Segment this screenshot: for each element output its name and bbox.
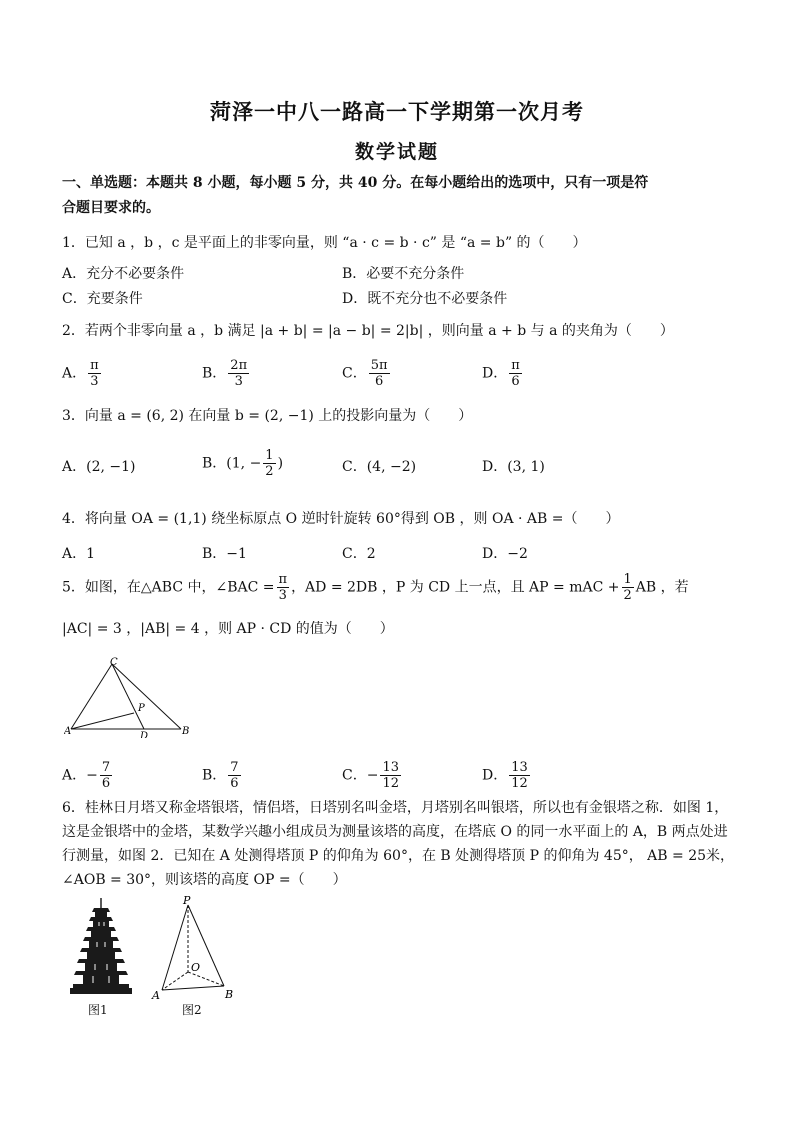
q5-b-fraction bbox=[228, 760, 240, 791]
q5-stem-fraction bbox=[277, 572, 290, 603]
figure2-caption: 图2 bbox=[182, 1003, 202, 1017]
q2-d-label: D． bbox=[482, 365, 508, 382]
q5-stem-den: 3 bbox=[278, 588, 287, 603]
label-a: A bbox=[64, 726, 72, 737]
edge-pa bbox=[162, 905, 188, 990]
label-b: B bbox=[225, 988, 234, 1001]
edge-ca bbox=[71, 664, 112, 729]
q2-b-label: B． bbox=[202, 365, 227, 382]
q5-option-c bbox=[342, 760, 403, 791]
q4-option-d: D．−2 bbox=[482, 546, 528, 562]
q5-d-label: D． bbox=[482, 767, 508, 784]
q2-a-num: π bbox=[90, 358, 99, 373]
q2-b-num: 2π bbox=[230, 358, 248, 373]
edge-ab bbox=[162, 986, 224, 990]
triangle-abc-figure bbox=[64, 656, 194, 738]
q2-d-den: 6 bbox=[511, 374, 520, 389]
q2-b-den: 3 bbox=[234, 374, 243, 389]
segment-cd bbox=[112, 664, 144, 729]
pagoda-photo bbox=[70, 898, 132, 998]
q2-c-num: 5π bbox=[370, 358, 388, 373]
label-o: O bbox=[191, 961, 201, 974]
q3-b-fraction bbox=[263, 448, 275, 479]
label-a: A bbox=[152, 989, 160, 1002]
q3-b-num: 1 bbox=[265, 448, 274, 463]
q1-option-b: B．必要不充分条件 bbox=[342, 266, 465, 282]
q5-d-fraction bbox=[509, 760, 530, 791]
q3-b-post: ) bbox=[277, 455, 284, 472]
q3-option-b bbox=[202, 448, 283, 479]
q5-a-num: 7 bbox=[101, 760, 111, 775]
q3-option-c: C．(4, −2) bbox=[342, 459, 417, 475]
q1-option-d: D．既不充分也不必要条件 bbox=[342, 291, 508, 307]
q5-d-num: 13 bbox=[511, 760, 528, 775]
section-heading-line1: 一、单选题：本题共 8 小题，每小题 5 分，共 40 分。在每小题给出的选项中，只有一项是符 bbox=[62, 175, 649, 191]
q5-b-label: B． bbox=[202, 767, 227, 784]
q6-stem-line2: 这是金银塔中的金塔，某数学兴趣小组成员为测量该塔的高度，在塔底 O 的同一水平面上的 A，B 两点处进 bbox=[62, 824, 728, 840]
q1-option-a: A．充分不必要条件 bbox=[62, 266, 185, 282]
q5-option-d bbox=[482, 760, 532, 791]
q3-b-den: 2 bbox=[265, 464, 274, 479]
q3-b-pre: (1, − bbox=[226, 455, 262, 472]
q5-c-label: C．− bbox=[342, 767, 379, 784]
edge-cb bbox=[112, 664, 181, 729]
q5-stem-mid: ，AD = 2DB ，P 为 CD 上一点，且 AP = mAC + bbox=[291, 579, 620, 596]
q2-stem: 2．若两个非零向量 a ，b 满足 |a + b| = |a − b| = 2|b| ，则向量 a + b 与 a 的夹角为（ ） bbox=[62, 323, 674, 339]
q2-c-fraction bbox=[369, 358, 390, 389]
label-b: B bbox=[182, 726, 190, 737]
edge-oa bbox=[162, 972, 188, 990]
q2-option-d bbox=[482, 358, 524, 389]
q5-stem-line2: |AC| = 3 ，|AB| = 4 ，则 AP · CD 的值为（ ） bbox=[62, 621, 394, 637]
label-p: P bbox=[138, 703, 145, 714]
q5-stem-post: AB ，若 bbox=[635, 579, 689, 596]
q5-stem-line1 bbox=[62, 572, 742, 603]
q5-stem-den2: 2 bbox=[623, 588, 632, 603]
q2-c-label: C． bbox=[342, 365, 367, 382]
q1-stem: 1．已知 a ，b ，c 是平面上的非零向量，则 “a · c = b · c” 是 “a = b” 的（ ） bbox=[62, 235, 587, 251]
q6-stem-line4: ∠AOB = 30°，则该塔的高度 OP =（ ） bbox=[62, 872, 347, 888]
q5-b-num: 7 bbox=[230, 760, 239, 775]
q4-option-a: A．1 bbox=[62, 546, 96, 562]
q5-b-den: 6 bbox=[230, 776, 239, 791]
q5-stem-num: π bbox=[278, 572, 288, 587]
q1-option-c: C．充要条件 bbox=[62, 291, 143, 307]
q2-d-fraction bbox=[509, 358, 522, 389]
q5-stem-pre: 5．如图，在△ABC 中，∠BAC = bbox=[62, 579, 275, 596]
q5-a-fraction bbox=[100, 760, 112, 791]
q4-option-c: C．2 bbox=[342, 546, 376, 562]
q4-option-b: B．−1 bbox=[202, 546, 247, 562]
section-heading-line2: 合题目要求的。 bbox=[62, 200, 160, 216]
figure1-caption: 图1 bbox=[88, 1003, 108, 1017]
q5-stem-num2: 1 bbox=[623, 572, 632, 587]
q6-stem-line1: 6．桂林日月塔又称金塔银塔，情侣塔，日塔别名叫金塔，月塔别名叫银塔，所以也有金银塔之称．如图 1， bbox=[62, 800, 729, 816]
q3-option-a: A．(2, −1) bbox=[62, 459, 136, 475]
q5-c-fraction bbox=[380, 760, 401, 791]
q2-b-fraction bbox=[228, 358, 249, 389]
q6-stem-line3: 行测量，如图 2．已知在 A 处测得塔顶 P 的仰角为 60°，在 B 处测得塔顶 P 的仰角为 45°， AB = 25米， bbox=[62, 848, 735, 864]
q4-stem: 4．将向量 OA = (1,1) 绕坐标原点 O 逆时针旋转 60°得到 OB ，则 OA · AB =（ ） bbox=[62, 511, 620, 527]
q2-option-b bbox=[202, 358, 251, 389]
label-d: D bbox=[140, 731, 149, 738]
segment-ap bbox=[71, 713, 134, 729]
label-p: P bbox=[183, 894, 191, 907]
q2-c-den: 6 bbox=[374, 374, 384, 389]
q2-option-a bbox=[62, 358, 103, 389]
q5-option-b bbox=[202, 760, 243, 791]
q3-option-d: D．(3, 1) bbox=[482, 459, 545, 475]
q5-c-den: 12 bbox=[382, 776, 399, 791]
q2-d-num: π bbox=[511, 358, 520, 373]
q3-stem: 3．向量 a = (6, 2) 在向量 b = (2, −1) 上的投影向量为（ ） bbox=[62, 408, 473, 424]
q3-b-label: B． bbox=[202, 455, 227, 472]
q5-option-a bbox=[62, 760, 114, 791]
label-c: C bbox=[110, 657, 118, 668]
q5-a-label: A．− bbox=[62, 767, 98, 784]
tower-geometry-figure bbox=[150, 894, 240, 1002]
q5-stem-fraction2 bbox=[622, 572, 634, 603]
page-title: 菏泽一中八一路高一下学期第一次月考 bbox=[210, 99, 584, 124]
q2-a-fraction bbox=[88, 358, 101, 389]
q5-d-den: 12 bbox=[511, 776, 528, 791]
q5-a-den: 6 bbox=[101, 776, 111, 791]
q2-option-c bbox=[342, 358, 392, 389]
q5-c-num: 13 bbox=[382, 760, 399, 775]
page-subtitle: 数学试题 bbox=[354, 141, 439, 163]
q2-a-den: 3 bbox=[90, 374, 99, 389]
q2-a-label: A． bbox=[62, 365, 87, 382]
